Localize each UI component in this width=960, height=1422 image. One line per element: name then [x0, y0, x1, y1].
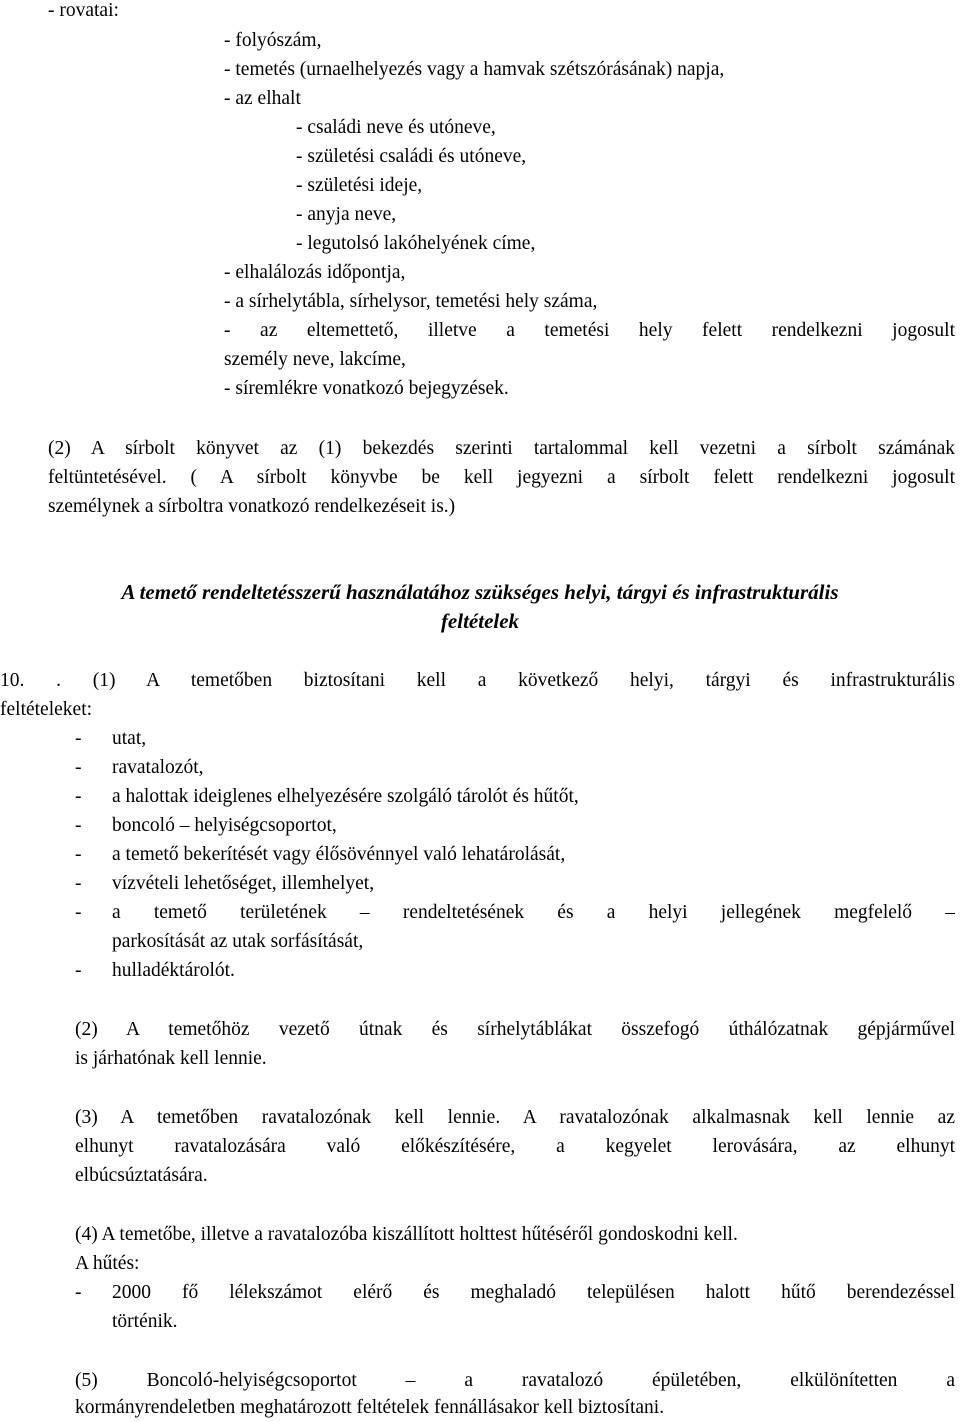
elhalt-item: - születési ideje, — [296, 175, 423, 196]
list-dash: - — [75, 873, 82, 894]
list-dash: - — [75, 960, 82, 981]
elhalt-item: - családi neve és utóneve, — [296, 117, 496, 138]
section-10-line: 10. . (1) A temetőben biztosítani kell a következő helyi, tárgyi és infrastrukturális — [0, 670, 955, 691]
list-dash: - — [75, 902, 82, 923]
rovatai-item: - temetés (urnaelhelyezés vagy a hamvak szétszórásának) napja, — [224, 59, 725, 80]
paragraph-5-line: (5) Boncoló-helyiségcsoportot – a ravatalozó épületében, elkülönítetten a — [75, 1370, 955, 1391]
section-heading: A temető rendeltetésszerű használatához szükséges helyi, tárgyi és infrastrukturális — [121, 580, 839, 604]
list-dash: - — [75, 757, 82, 778]
rovatai-item: - a sírhelytábla, sírhelysor, temetési hely száma, — [224, 291, 598, 312]
list-item: a temető bekerítését vagy élősövénnyel való lehatárolását, — [112, 844, 566, 865]
paragraph-3-line: elhunyt ravatalozására való előkészítésére, a kegyelet lerovására, az elhunyt — [75, 1136, 955, 1157]
list-item: utat, — [112, 728, 147, 749]
list-dash: - — [75, 1282, 82, 1303]
list-dash: - — [75, 786, 82, 807]
paragraph-4-item: történik. — [112, 1311, 178, 1332]
list-dash: - — [75, 844, 82, 865]
rovatai-item: - az elhalt — [224, 88, 301, 109]
paragraph-5-line: kormányrendeletben meghatározott feltételek fennállásakor kell biztosítani. — [75, 1397, 665, 1418]
rovatai-item: - folyószám, — [224, 30, 322, 51]
eltemetteto-line: személy neve, lakcíme, — [224, 349, 406, 370]
paragraph-3-line: (3) A temetőben ravatalozónak kell lennie. A ravatalozónak alkalmasnak kell lennie az — [75, 1107, 955, 1128]
paragraph-2-line: is járhatónak kell lennie. — [75, 1048, 267, 1069]
section-heading: feltételek — [440, 609, 520, 633]
elhalt-item: - születési családi és utóneve, — [296, 146, 527, 167]
paragraph-3-line: elbúcsúztatására. — [75, 1165, 208, 1186]
sirbolt-paragraph-line: (2) A sírbolt könyvet az (1) bekezdés szerinti tartalommal kell vezetni a sírbolt számának — [48, 438, 955, 459]
list-item: a halottak ideiglenes elhelyezésére szolgáló tárolót és hűtőt, — [112, 786, 579, 807]
list-item: vízvételi lehetőséget, illemhelyet, — [112, 873, 375, 894]
list-item: parkosítását az utak sorfásítását, — [112, 931, 364, 952]
paragraph-4-item: 2000 fő lélekszámot elérő és meghaladó településen halott hűtő berendezéssel — [112, 1282, 955, 1303]
sirbolt-paragraph-line: feltüntetésével. ( A sírbolt könyvbe be kell jegyezni a sírbolt felett rendelkezni jogosult — [48, 467, 955, 488]
rovatai-item: - elhalálozás időpontja, — [224, 262, 406, 283]
sirbolt-paragraph-line: személynek a sírboltra vonatkozó rendelkezéseit is.) — [48, 496, 456, 517]
paragraph-4-line: A hűtés: — [75, 1253, 140, 1274]
list-item: ravatalozót, — [112, 757, 204, 778]
paragraph-2-line: (2) A temetőhöz vezető útnak és sírhelytáblákat összefogó úthálózatnak gépjárművel — [75, 1019, 955, 1040]
list-dash: - — [75, 815, 82, 836]
paragraph-4-line: (4) A temetőbe, illetve a ravatalozóba kiszállított holttest hűtéséről gondoskodni kell. — [75, 1224, 738, 1245]
section-10-line: feltételeket: — [0, 699, 93, 720]
siremlek-line: - síremlékre vonatkozó bejegyzések. — [224, 378, 509, 399]
list-item: boncoló – helyiségcsoportot, — [112, 815, 337, 836]
elhalt-item: - legutolsó lakóhelyének címe, — [296, 233, 536, 254]
list-item: hulladéktárolót. — [112, 960, 235, 981]
list-dash: - — [75, 728, 82, 749]
elhalt-item: - anyja neve, — [296, 204, 397, 225]
list-item: a temető területének – rendeltetésének és a helyi jellegének megfelelő – — [112, 902, 955, 923]
eltemetteto-line: - az eltemettető, illetve a temetési hely felett rendelkezni jogosult — [224, 320, 955, 341]
rovatai-header: - rovatai: — [48, 0, 119, 21]
